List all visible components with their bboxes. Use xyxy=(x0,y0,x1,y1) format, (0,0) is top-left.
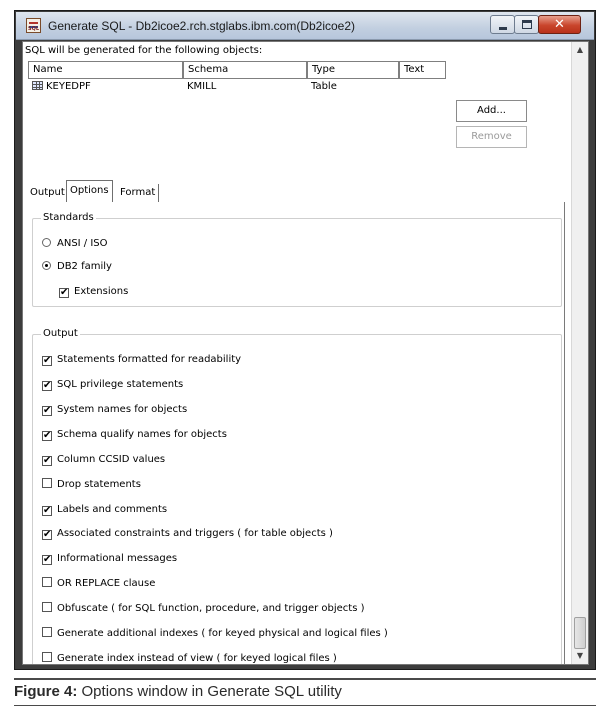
checkbox-sql-privilege[interactable]: ✔ SQL privilege statements xyxy=(43,379,184,391)
output-legend: Output xyxy=(43,328,78,339)
tab-format[interactable]: Format xyxy=(117,184,159,202)
scroll-up-arrow-icon[interactable]: ▲ xyxy=(576,45,584,54)
column-header-text[interactable]: Text xyxy=(399,61,446,79)
minimize-icon xyxy=(499,27,507,30)
dialog-content xyxy=(22,41,589,665)
checkbox-labels-comments[interactable]: ✔ Labels and comments xyxy=(43,504,168,516)
tab-panel-border xyxy=(564,202,565,665)
caption-divider-top xyxy=(14,678,596,680)
row-schema: KMILL xyxy=(187,81,217,92)
figure-caption-text: Options window in Generate SQL utility xyxy=(77,683,342,700)
maximize-button[interactable] xyxy=(514,15,539,34)
minimize-button[interactable] xyxy=(490,15,515,34)
scroll-down-arrow-icon[interactable]: ▼ xyxy=(576,651,584,660)
generate-sql-window xyxy=(14,10,596,670)
tab-options[interactable]: Options xyxy=(66,180,113,202)
column-header-schema[interactable]: Schema xyxy=(183,61,307,79)
table-row[interactable] xyxy=(28,79,446,94)
objects-table[interactable] xyxy=(28,61,446,171)
checkbox-schema-qualify[interactable]: ✔ Schema qualify names for objects xyxy=(43,429,227,441)
checkbox-or-replace[interactable]: OR REPLACE clause xyxy=(42,577,155,591)
output-group xyxy=(32,328,562,665)
caption-divider-bottom xyxy=(14,705,596,706)
close-icon: ✕ xyxy=(554,17,565,32)
checkbox-extensions[interactable]: ✔ Extensions xyxy=(60,286,129,298)
vertical-scrollbar[interactable] xyxy=(571,42,588,664)
standards-group xyxy=(32,212,562,307)
title-bar[interactable] xyxy=(16,12,594,40)
radio-db2-family[interactable]: DB2 family xyxy=(42,260,112,274)
checkbox-informational-messages[interactable]: ✔ Informational messages xyxy=(43,553,178,565)
objects-label: SQL will be generated for the following objects: xyxy=(25,45,263,56)
column-header-type[interactable]: Type xyxy=(307,61,399,79)
radio-ansi-iso[interactable]: ANSI / ISO xyxy=(42,237,108,251)
figure-caption xyxy=(14,683,342,700)
table-object-icon xyxy=(32,81,43,90)
sql-app-icon[interactable] xyxy=(26,18,41,33)
tab-output[interactable]: Output xyxy=(30,187,65,198)
close-button[interactable] xyxy=(538,15,581,34)
row-name: KEYEDPF xyxy=(46,81,91,92)
row-type: Table xyxy=(311,81,337,92)
column-header-name[interactable]: Name xyxy=(28,61,183,79)
app-icon-text: SQL xyxy=(28,26,40,32)
scrollbar-thumb[interactable] xyxy=(574,617,586,649)
tab-bar xyxy=(25,180,565,202)
radio-ansi-iso-indicator xyxy=(42,238,51,247)
maximize-icon xyxy=(522,20,532,29)
standards-legend: Standards xyxy=(43,212,94,223)
checkbox-obfuscate[interactable]: Obfuscate ( for SQL function, procedure, and trigger objects ) xyxy=(42,602,365,616)
checkbox-additional-indexes[interactable]: Generate additional indexes ( for keyed physical and logical files ) xyxy=(42,627,388,641)
remove-button[interactable]: Remove xyxy=(456,126,527,148)
checkbox-extensions-box: ✔ xyxy=(60,287,69,298)
checkbox-formatted-readability[interactable]: ✔ Statements formatted for readability xyxy=(43,354,242,366)
checkbox-system-names[interactable]: ✔ System names for objects xyxy=(43,404,188,416)
add-button[interactable]: Add... xyxy=(456,100,527,122)
checkbox-column-ccsid[interactable]: ✔ Column CCSID values xyxy=(43,454,166,466)
radio-db2-family-indicator xyxy=(42,261,51,270)
checkbox-index-instead-of-view[interactable]: Generate index instead of view ( for keyed logical files ) xyxy=(42,652,337,665)
window-title: Generate SQL - Db2icoe2.rch.stglabs.ibm.com(Db2icoe2) xyxy=(48,19,356,33)
checkbox-constraints-triggers[interactable]: ✔ Associated constraints and triggers ( for table objects ) xyxy=(43,528,333,540)
figure-label: Figure 4: xyxy=(14,683,78,700)
checkbox-drop-statements[interactable]: Drop statements xyxy=(42,478,141,492)
